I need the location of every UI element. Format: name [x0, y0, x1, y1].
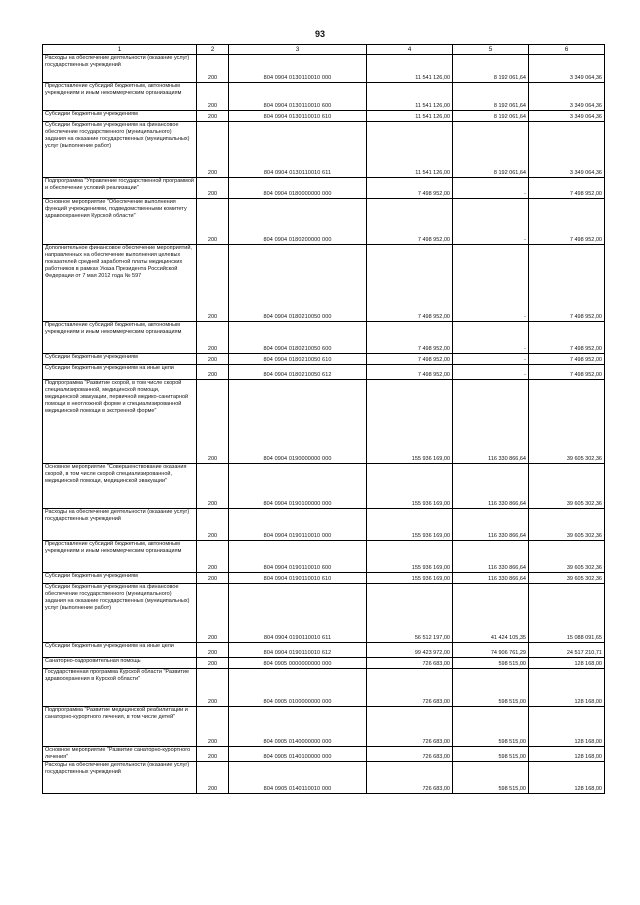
row-executed-amount: 116 330 866,64	[453, 573, 529, 584]
row-name: Предоставление субсидий бюджетным, автономным учреждениям и иным некоммерческим организациям	[43, 541, 197, 573]
row-name: Расходы на обеспечение деятельности (оказание услуг) государственных учреждений	[43, 55, 197, 83]
row-admin-code: 200	[197, 111, 229, 122]
row-name: Государственная программа Курской области "Развитие здравоохранения в Курской области"	[43, 669, 197, 707]
row-budget-code: 804 0904 0180000000 000	[229, 178, 367, 199]
row-approved-amount: 56 512 197,00	[367, 584, 453, 643]
row-executed-amount: 74 906 761,29	[453, 643, 529, 658]
row-executed-amount: -	[453, 178, 529, 199]
row-name: Предоставление субсидий бюджетным, автономным учреждениям и иным некоммерческим организациям	[43, 322, 197, 354]
row-name: Дополнительное финансовое обеспечение мероприятий, направленных на обеспечение выполнения целевых показателей средней заработной платы медицинских работников в рамках Указа Президента Российской Федерации от 7 мая 2012 года № 597	[43, 245, 197, 322]
row-name: Субсидии бюджетным учреждениям на финансовое обеспечение государственного (муниципального) задания на оказание государственных (муниципальных) услуг (выполнение работ)	[43, 584, 197, 643]
row-executed-amount: 116 330 866,64	[453, 509, 529, 541]
row-admin-code: 200	[197, 643, 229, 658]
row-approved-amount: 7 498 952,00	[367, 199, 453, 245]
row-executed-amount: 598 515,00	[453, 669, 529, 707]
row-admin-code: 200	[197, 178, 229, 199]
column-header-1: 1	[43, 45, 197, 55]
table-row	[43, 245, 605, 322]
column-header-2: 2	[197, 45, 229, 55]
row-approved-amount: 11 541 126,00	[367, 83, 453, 111]
row-executed-amount: 116 330 866,64	[453, 464, 529, 509]
row-name: Субсидии бюджетным учреждениям	[43, 573, 197, 584]
row-remaining-amount: 3 349 064,36	[529, 111, 605, 122]
table-row	[43, 122, 605, 178]
row-budget-code: 804 0904 0190110010 610	[229, 573, 367, 584]
row-remaining-amount: 128 168,00	[529, 658, 605, 669]
row-executed-amount: 41 424 105,35	[453, 584, 529, 643]
row-admin-code: 200	[197, 365, 229, 380]
row-remaining-amount: 3 349 064,36	[529, 55, 605, 83]
row-executed-amount: -	[453, 354, 529, 365]
row-approved-amount: 7 498 952,00	[367, 354, 453, 365]
row-budget-code: 804 0904 0180210050 610	[229, 354, 367, 365]
row-admin-code: 200	[197, 573, 229, 584]
table-row	[43, 199, 605, 245]
row-remaining-amount: 7 498 952,00	[529, 365, 605, 380]
table-row	[43, 584, 605, 643]
row-executed-amount: 598 515,00	[453, 761, 529, 793]
row-approved-amount: 726 683,00	[367, 669, 453, 707]
row-approved-amount: 11 541 126,00	[367, 122, 453, 178]
row-name: Субсидии бюджетным учреждениям на иные цели	[43, 365, 197, 380]
row-executed-amount: 8 192 061,64	[453, 83, 529, 111]
row-approved-amount: 726 683,00	[367, 658, 453, 669]
row-executed-amount: 116 330 866,64	[453, 541, 529, 573]
row-approved-amount: 7 498 952,00	[367, 178, 453, 199]
row-remaining-amount: 15 088 091,65	[529, 584, 605, 643]
row-remaining-amount: 7 498 952,00	[529, 199, 605, 245]
row-executed-amount: 8 192 061,64	[453, 122, 529, 178]
row-approved-amount: 7 498 952,00	[367, 245, 453, 322]
row-budget-code: 804 0904 0130110010 610	[229, 111, 367, 122]
row-name: Расходы на обеспечение деятельности (оказание услуг) государственных учреждений	[43, 509, 197, 541]
row-budget-code: 804 0904 0190000000 000	[229, 380, 367, 464]
row-name: Основное мероприятие "Совершенствование оказания скорой, в том числе скорой специализированной, медицинской помощи, медицинской эвакуации"	[43, 464, 197, 509]
row-executed-amount: 116 330 866,64	[453, 380, 529, 464]
row-approved-amount: 155 936 169,00	[367, 509, 453, 541]
table-row	[43, 464, 605, 509]
table-row	[43, 365, 605, 380]
table-row	[43, 747, 605, 762]
row-remaining-amount: 39 605 302,36	[529, 380, 605, 464]
row-name: Основное мероприятие "Обеспечение выполнения функций учреждениями, подведомственными комитету здравоохранения Курской области"	[43, 199, 197, 245]
row-admin-code: 200	[197, 707, 229, 747]
row-admin-code: 200	[197, 322, 229, 354]
column-header-3: 3	[229, 45, 367, 55]
row-budget-code: 804 0904 0130110010 611	[229, 122, 367, 178]
row-name: Субсидии бюджетным учреждениям	[43, 354, 197, 365]
row-budget-code: 804 0904 0180210050 600	[229, 322, 367, 354]
row-approved-amount: 726 683,00	[367, 707, 453, 747]
row-remaining-amount: 128 168,00	[529, 761, 605, 793]
row-remaining-amount: 128 168,00	[529, 747, 605, 762]
column-header-6: 6	[529, 45, 605, 55]
row-remaining-amount: 39 605 302,36	[529, 573, 605, 584]
row-budget-code: 804 0905 0000000000 000	[229, 658, 367, 669]
row-remaining-amount: 7 498 952,00	[529, 178, 605, 199]
table-row	[43, 178, 605, 199]
table-row	[43, 55, 605, 83]
row-budget-code: 804 0904 0180210050 612	[229, 365, 367, 380]
row-budget-code: 804 0905 0100000000 000	[229, 669, 367, 707]
row-admin-code: 200	[197, 464, 229, 509]
row-admin-code: 200	[197, 83, 229, 111]
table-row	[43, 707, 605, 747]
row-approved-amount: 11 541 126,00	[367, 55, 453, 83]
row-approved-amount: 7 498 952,00	[367, 322, 453, 354]
row-admin-code: 200	[197, 509, 229, 541]
row-name: Субсидии бюджетным учреждениям на иные цели	[43, 643, 197, 658]
row-remaining-amount: 7 498 952,00	[529, 354, 605, 365]
table-row	[43, 643, 605, 658]
row-remaining-amount: 128 168,00	[529, 669, 605, 707]
page-number: 93	[314, 29, 325, 39]
row-executed-amount: 598 515,00	[453, 658, 529, 669]
row-executed-amount: 598 515,00	[453, 747, 529, 762]
budget-table	[42, 44, 605, 794]
row-remaining-amount: 7 498 952,00	[529, 245, 605, 322]
table-row	[43, 658, 605, 669]
row-name: Расходы на обеспечение деятельности (оказание услуг) государственных учреждений	[43, 761, 197, 793]
table-row	[43, 669, 605, 707]
row-admin-code: 200	[197, 380, 229, 464]
row-budget-code: 804 0904 0190110010 611	[229, 584, 367, 643]
row-executed-amount: -	[453, 365, 529, 380]
row-remaining-amount: 39 605 302,36	[529, 464, 605, 509]
row-approved-amount: 11 541 126,00	[367, 111, 453, 122]
row-admin-code: 200	[197, 541, 229, 573]
row-name: Предоставление субсидий бюджетным, автономным учреждениям и иным некоммерческим организациям	[43, 83, 197, 111]
table-row	[43, 83, 605, 111]
row-remaining-amount: 39 605 302,36	[529, 509, 605, 541]
table-row	[43, 541, 605, 573]
row-approved-amount: 155 936 169,00	[367, 380, 453, 464]
table-row	[43, 761, 605, 793]
row-admin-code: 200	[197, 122, 229, 178]
row-executed-amount: -	[453, 322, 529, 354]
row-remaining-amount: 3 349 064,36	[529, 83, 605, 111]
row-budget-code: 804 0905 0140000000 000	[229, 707, 367, 747]
row-admin-code: 200	[197, 584, 229, 643]
row-approved-amount: 155 936 169,00	[367, 464, 453, 509]
row-executed-amount: -	[453, 245, 529, 322]
row-budget-code: 804 0904 0190100000 000	[229, 464, 367, 509]
row-executed-amount: 8 192 061,64	[453, 55, 529, 83]
table-row	[43, 573, 605, 584]
row-remaining-amount: 3 349 064,36	[529, 122, 605, 178]
table-row	[43, 380, 605, 464]
header-row	[43, 45, 605, 55]
row-budget-code: 804 0904 0180200000 000	[229, 199, 367, 245]
column-header-4: 4	[367, 45, 453, 55]
table-row	[43, 354, 605, 365]
row-approved-amount: 155 936 169,00	[367, 541, 453, 573]
row-budget-code: 804 0904 0130110010 000	[229, 55, 367, 83]
row-admin-code: 200	[197, 199, 229, 245]
row-approved-amount: 726 683,00	[367, 747, 453, 762]
row-remaining-amount: 24 517 210,71	[529, 643, 605, 658]
row-budget-code: 804 0904 0190110010 612	[229, 643, 367, 658]
table-body	[43, 55, 605, 794]
row-budget-code: 804 0904 0130110010 600	[229, 83, 367, 111]
row-budget-code: 804 0904 0180210050 000	[229, 245, 367, 322]
row-admin-code: 200	[197, 747, 229, 762]
row-admin-code: 200	[197, 669, 229, 707]
row-approved-amount: 155 936 169,00	[367, 573, 453, 584]
row-name: Подпрограмма "Развитие медицинской реабилитации и санаторно-курортного лечения, в том числе детей"	[43, 707, 197, 747]
row-remaining-amount: 128 168,00	[529, 707, 605, 747]
row-approved-amount: 726 683,00	[367, 761, 453, 793]
table-row	[43, 322, 605, 354]
row-budget-code: 804 0905 0140110010 000	[229, 761, 367, 793]
row-name: Субсидии бюджетным учреждениям на финансовое обеспечение государственного (муниципального) задания на оказание государственных (муниципальных) услуг (выполнение работ)	[43, 122, 197, 178]
column-header-5: 5	[453, 45, 529, 55]
row-executed-amount: -	[453, 199, 529, 245]
row-approved-amount: 99 423 972,00	[367, 643, 453, 658]
row-admin-code: 200	[197, 55, 229, 83]
row-name: Подпрограмма "Управление государственной программой и обеспечение условий реализации"	[43, 178, 197, 199]
row-name: Подпрограмма "Развитие скорой, в том числе скорой специализированной, медицинской помощи, медицинской эвакуации, первичной медико-санитарной помощи в неотложной форме и специализированной медицинской помощи в экстренной форме"	[43, 380, 197, 464]
row-admin-code: 200	[197, 658, 229, 669]
table-row	[43, 111, 605, 122]
row-executed-amount: 598 515,00	[453, 707, 529, 747]
row-name: Санаторно-оздоровительная помощь	[43, 658, 197, 669]
row-admin-code: 200	[197, 245, 229, 322]
row-admin-code: 200	[197, 761, 229, 793]
row-admin-code: 200	[197, 354, 229, 365]
table-row	[43, 509, 605, 541]
row-budget-code: 804 0904 0190110010 600	[229, 541, 367, 573]
row-name: Субсидии бюджетным учреждениям	[43, 111, 197, 122]
row-name: Основное мероприятие "Развитие санаторно-курортного лечения"	[43, 747, 197, 762]
row-approved-amount: 7 498 952,00	[367, 365, 453, 380]
row-executed-amount: 8 192 061,64	[453, 111, 529, 122]
row-remaining-amount: 7 498 952,00	[529, 322, 605, 354]
row-budget-code: 804 0905 0140100000 000	[229, 747, 367, 762]
row-budget-code: 804 0904 0190110010 000	[229, 509, 367, 541]
row-remaining-amount: 39 605 302,36	[529, 541, 605, 573]
